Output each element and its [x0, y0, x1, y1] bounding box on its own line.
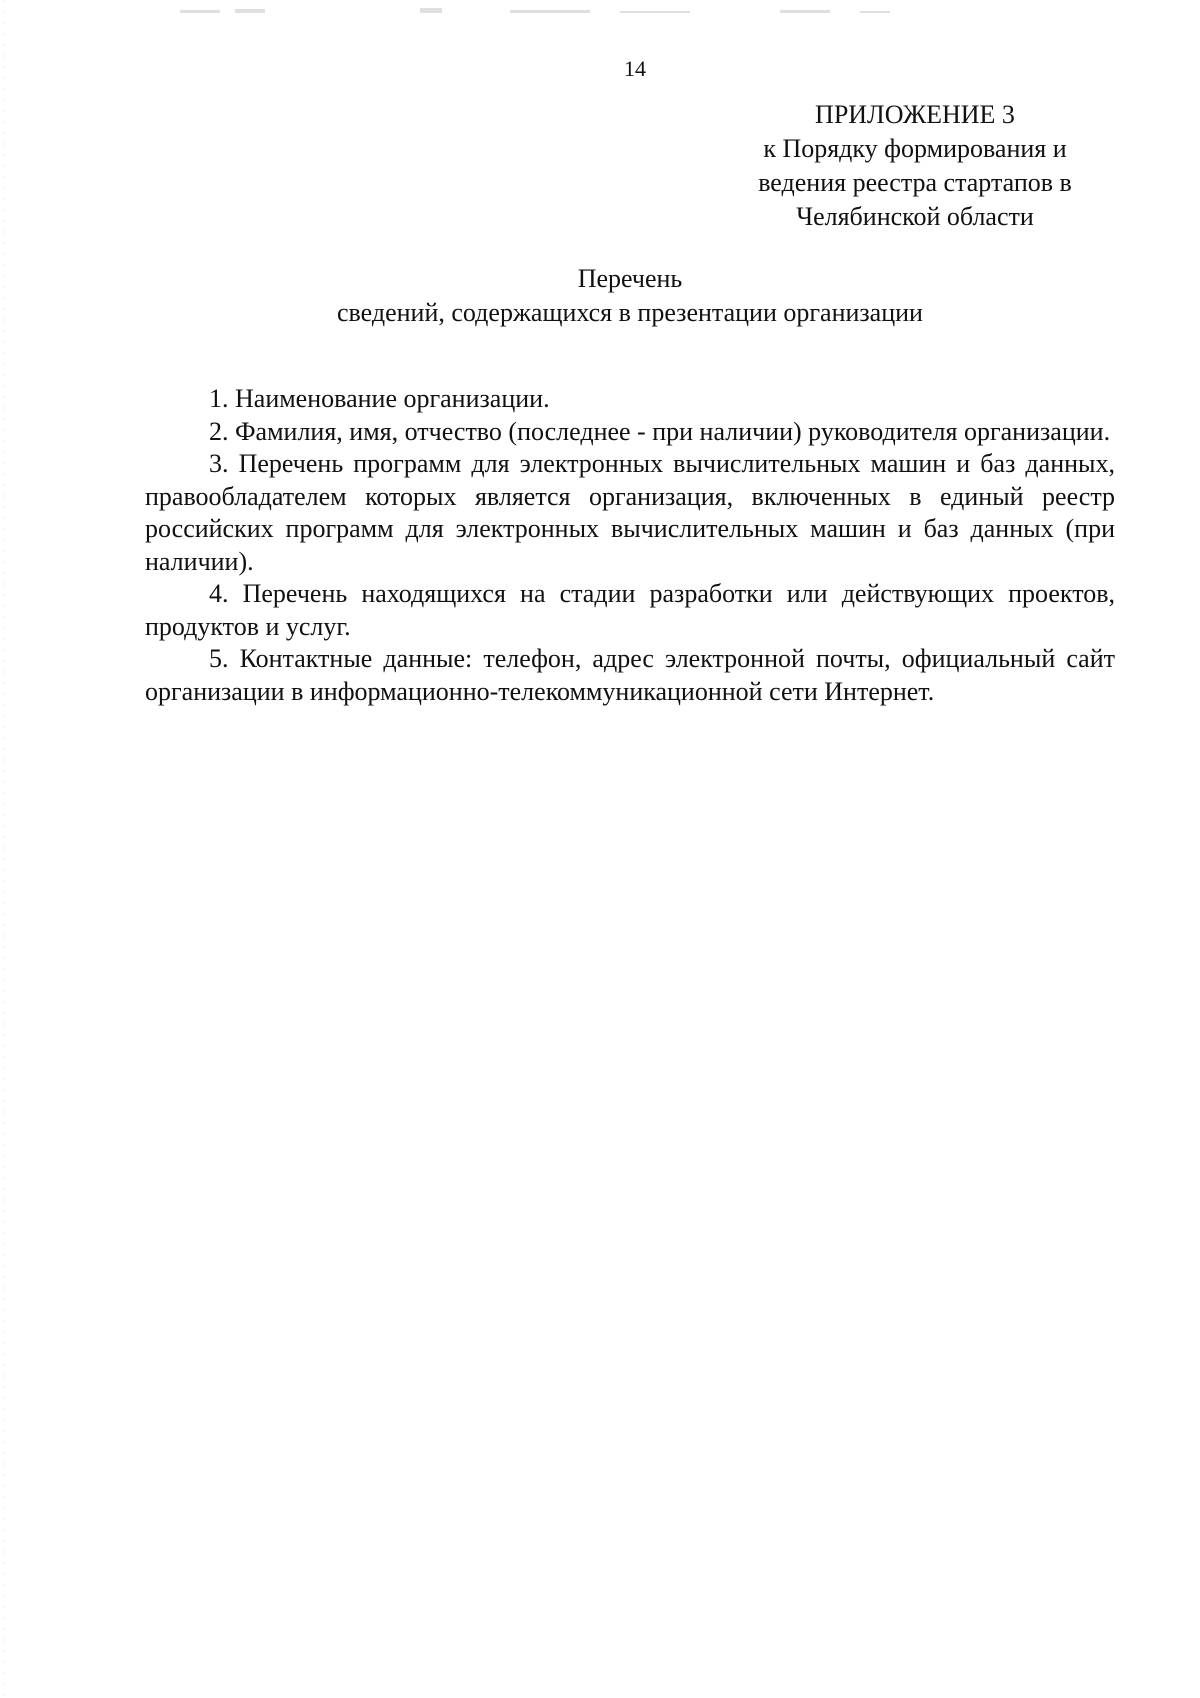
appendix-title: ПРИЛОЖЕНИЕ 3 — [815, 100, 1015, 129]
list-item: 5. Контактные данные: телефон, адрес электронной почты, официальный сайт организации в информационно-телекоммуникационной сети Интернет. — [145, 644, 1115, 706]
list-item: 1. Наименование организации. — [209, 384, 550, 413]
appendix-line: ведения реестра стартапов в — [758, 168, 1072, 197]
appendix-header — [700, 98, 1130, 234]
list-heading — [145, 262, 1115, 330]
list-item: 4. Перечень находящихся на стадии разработки или действующих проектов, продуктов и услуг. — [145, 579, 1115, 641]
items-list — [145, 383, 1115, 708]
appendix-line: к Порядку формирования и — [763, 134, 1067, 163]
list-item: 2. Фамилия, имя, отчество (последнее - при наличии) руководителя организации. — [209, 416, 1111, 446]
scan-margin-artifact — [2, 0, 5, 1698]
page-number: 14 — [624, 56, 646, 81]
list-heading-title: Перечень — [577, 264, 683, 293]
appendix-line: Челябинской области — [796, 202, 1034, 231]
list-heading-subtitle: сведений, содержащихся в презентации организации — [337, 298, 923, 327]
list-item: 3. Перечень программ для электронных вычислительных машин и баз данных, правообладателем которых является организация, включенных в единый реестр российских программ для электронных вычислительных машин и баз данных (при наличии). — [145, 449, 1115, 576]
scan-artifact — [180, 6, 940, 20]
